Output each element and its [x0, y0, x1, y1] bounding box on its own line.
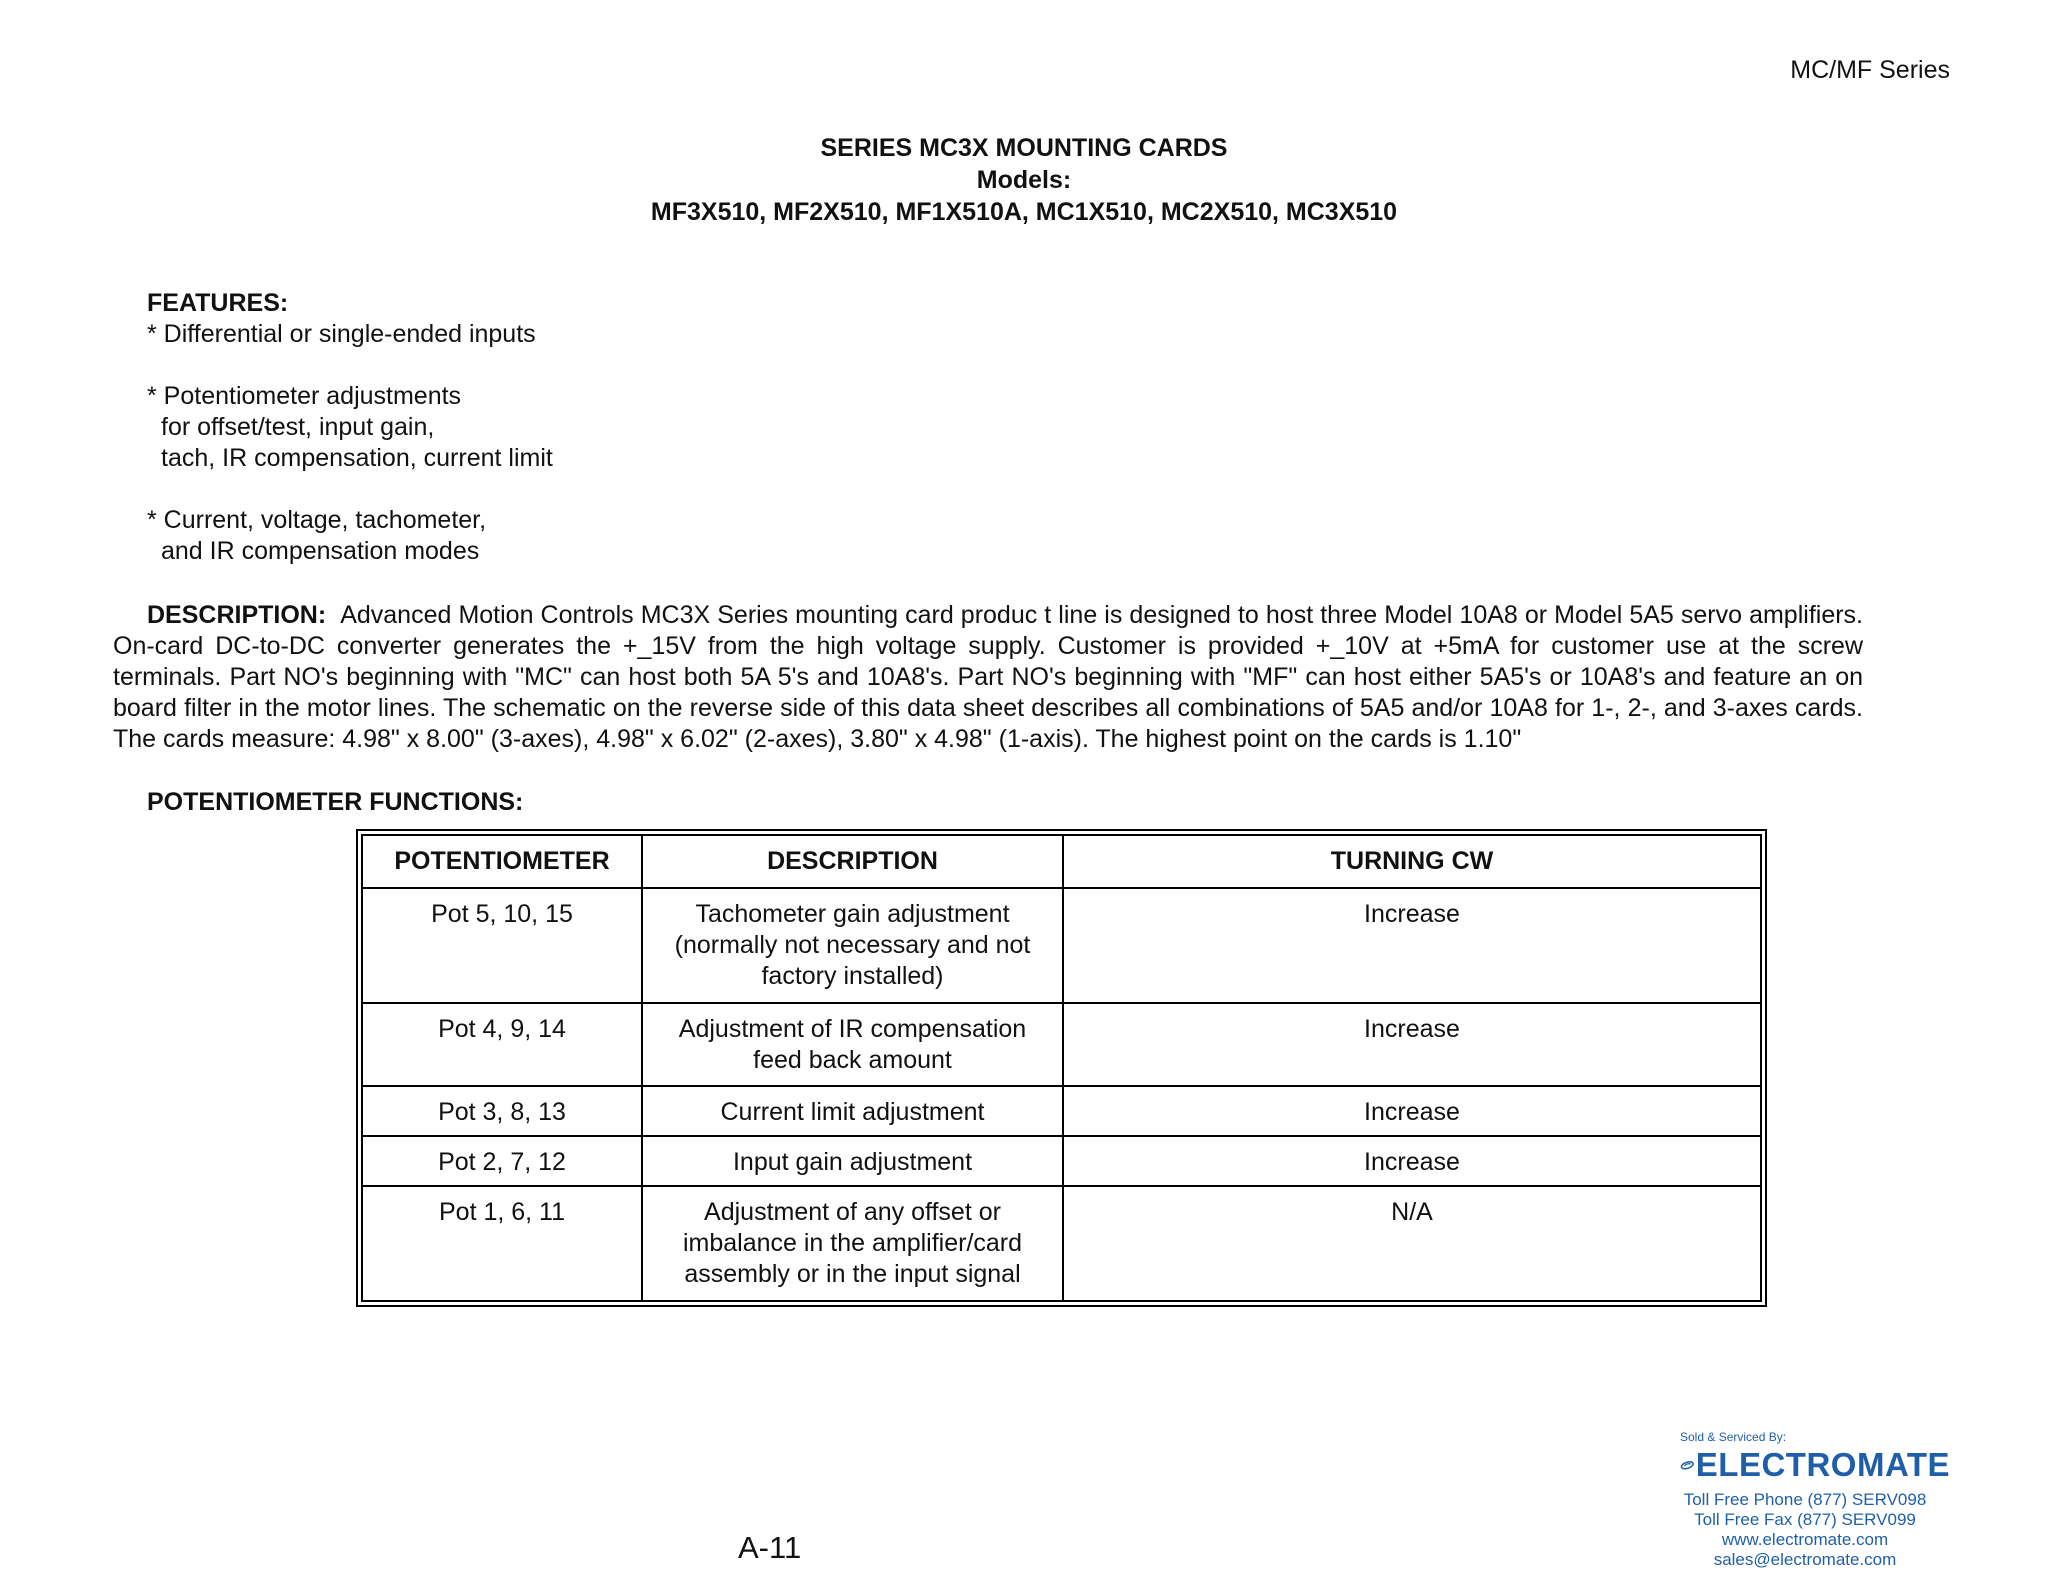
turning-cw-cell: Increase [1063, 888, 1761, 1003]
description-line: feed back amount [753, 1046, 952, 1075]
feature-item-2-line-2: for offset/test, input gain, [161, 413, 435, 441]
website-line: www.electromate.com [1721, 1530, 1889, 1549]
pot-cell: Pot 2, 7, 12 [362, 1136, 642, 1186]
sold-by-label: Sold & Serviced By: [1680, 1430, 1787, 1444]
brand-name: ELECTROMATE [1695, 1446, 1950, 1483]
description-line: Adjustment of any offset or [704, 1197, 1001, 1226]
description-line: assembly or in the input signal [684, 1259, 1021, 1288]
column-header-turning-cw: TURNING CW [1063, 835, 1761, 888]
description-line: Tachometer gain adjustment [695, 900, 1010, 928]
contact-info [1680, 1490, 1930, 1570]
feature-item-1: * Differential or single-ended inputs [147, 320, 536, 348]
electromate-logo-block [1680, 1430, 1950, 1570]
description-line: Adjustment of IR compensation [678, 1015, 1027, 1044]
pot-cell: Pot 5, 10, 15 [362, 888, 642, 1003]
turning-cw-cell: Increase [1063, 1086, 1761, 1136]
electromate-swoosh-icon [1680, 1450, 1696, 1480]
brand-row [1680, 1446, 1950, 1484]
description-line: Current limit adjustment [720, 1098, 985, 1127]
description-heading: DESCRIPTION: [147, 601, 327, 629]
features-heading: FEATURES: [147, 289, 289, 317]
description-cell [642, 888, 1063, 1003]
description-section [113, 600, 1863, 755]
description-cell [642, 1186, 1063, 1301]
feature-item-3: * Current, voltage, tachometer, [147, 506, 487, 534]
table-row [362, 888, 1761, 1003]
feature-item-3-line-2: and IR compensation modes [161, 537, 480, 565]
fax-line: Toll Free Fax (877) SERV099 [1694, 1510, 1916, 1529]
email-line: sales@electromate.com [1713, 1550, 1897, 1569]
page-number: A-11 [738, 1530, 802, 1565]
title-line-3: MF3X510, MF2X510, MF1X510A, MC1X510, MC2X510, MC3X510 [650, 198, 1398, 226]
phone-line: Toll Free Phone (877) SERV098 [1683, 1490, 1927, 1509]
table-row [362, 1086, 1761, 1136]
title-line-2: Models: [976, 166, 1072, 194]
potentiometer-table-frame [356, 829, 1767, 1307]
series-label: MC/MF Series [1790, 56, 1950, 84]
document-title [0, 132, 2048, 228]
table-header-row [362, 835, 1761, 888]
description-cell [642, 1003, 1063, 1086]
turning-cw-cell: Increase [1063, 1003, 1761, 1086]
description-text: Advanced Motion Controls MC3X Series mounting card produc t line is designed to host three Model 10A8 or Model 5A5 servo amplifiers. On-card DC-to-DC converter generates the +_15V from the high voltage supply. Customer is provided +_10V at +5mA for customer use at the screw terminals. Part NO's beginning with "MC" can host both 5A 5's and 10A8's. Part NO's beginning with "MF" can host either 5A5's or 10A8's and feature an on board filter in the motor lines. The schematic on the reverse side of this data sheet describes all combinations of 5A5 and/or 10A8 for 1-, 2-, and 3-axes cards. The cards measure: 4.98" x 8.00" (3-axes), 4.98" x 6.02" (2-axes), 3.80" x 4.98" (1-axis). The highest point on the cards is 1.10" [113, 601, 1863, 753]
turning-cw-cell: Increase [1063, 1136, 1761, 1186]
feature-item-2-line-3: tach, IR compensation, current limit [161, 444, 553, 472]
title-line-1: SERIES MC3X MOUNTING CARDS [820, 134, 1228, 162]
table-row [362, 1003, 1761, 1086]
column-header-description: DESCRIPTION [642, 835, 1063, 888]
potentiometer-table [361, 834, 1762, 1302]
description-line: imbalance in the amplifier/card [682, 1228, 1023, 1257]
description-line: Input gain adjustment [732, 1147, 973, 1176]
description-cell [642, 1086, 1063, 1136]
table-row [362, 1136, 1761, 1186]
description-line: (normally not necessary and not [674, 931, 1031, 959]
pot-cell: Pot 4, 9, 14 [362, 1003, 642, 1086]
feature-item-2: * Potentiometer adjustments [147, 382, 462, 410]
table-row [362, 1186, 1761, 1301]
features-section [147, 288, 847, 567]
pot-cell: Pot 3, 8, 13 [362, 1086, 642, 1136]
potentiometer-functions-heading: POTENTIOMETER FUNCTIONS: [147, 788, 524, 816]
column-header-potentiometer: POTENTIOMETER [362, 835, 642, 888]
description-cell [642, 1136, 1063, 1186]
turning-cw-cell: N/A [1063, 1186, 1761, 1301]
pot-cell: Pot 1, 6, 11 [362, 1186, 642, 1301]
description-line: factory installed) [761, 962, 944, 990]
